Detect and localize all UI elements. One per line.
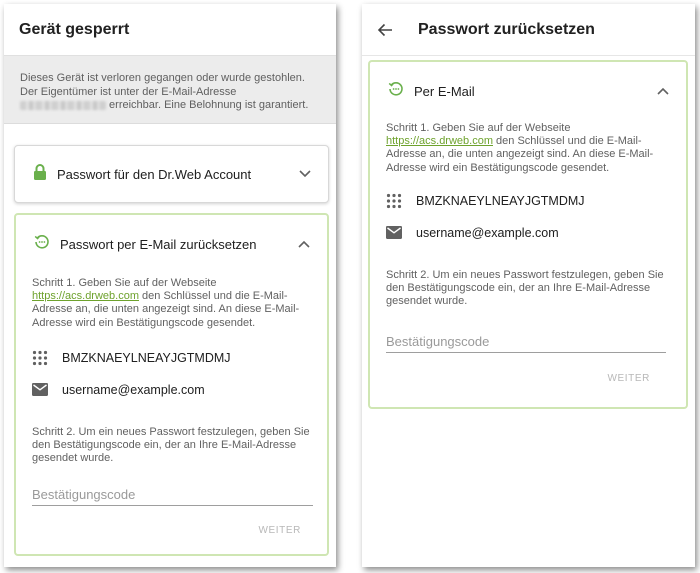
- drweb-link[interactable]: https://acs.drweb.com: [32, 290, 139, 303]
- step-1-suffix: den Schlüssel und die E-Mail-Adresse an, die unten angezeigt sind. An diese E-Mail-Adresse wird ein Bestätigungscode gesendet.: [32, 290, 300, 329]
- account-password-label: Passwort für den Dr.Web Account: [57, 166, 252, 182]
- app-bar: [362, 4, 695, 56]
- step-2-text: Schritt 2. Um ein neues Passwort festzulegen, geben Sie den Bestätigungscode ein, der an Ihre E-Mail-Adresse gesendet wurde.: [386, 268, 664, 308]
- lost-device-banner: [4, 56, 336, 124]
- email-reset-card: [14, 213, 329, 556]
- lock-icon: [33, 164, 47, 185]
- locked-device-screen: [4, 4, 336, 567]
- next-button[interactable]: WEITER: [258, 525, 301, 536]
- page-title: Passwort zurücksetzen: [418, 20, 595, 38]
- step-1-prefix: Schritt 1. Geben Sie auf der Webseite: [386, 122, 571, 134]
- redacted-email: [20, 101, 106, 110]
- email-reset-header[interactable]: [16, 215, 327, 273]
- email-reset-header[interactable]: [370, 62, 686, 120]
- email-reset-label: Per E-Mail: [414, 83, 475, 99]
- key-row: [16, 342, 327, 374]
- key-value: BMZKNAEYLNEAYJGTMDMJ: [416, 193, 585, 208]
- restore-icon: [388, 81, 404, 102]
- step-1-suffix: den Schlüssel und die E-Mail-Adresse an, die unten angezeigt sind. An diese E-Mail-Adresse wird ein Bestätigungscode gesendet.: [386, 135, 654, 174]
- email-value: username@example.com: [62, 382, 205, 397]
- envelope-icon: [386, 225, 402, 241]
- confirmation-code-input[interactable]: [32, 483, 313, 506]
- password-reset-screen: [362, 4, 695, 567]
- step-1-text: [16, 277, 327, 330]
- chevron-up-icon[interactable]: [654, 82, 672, 100]
- chevron-down-icon[interactable]: [296, 165, 314, 183]
- key-row: [370, 185, 686, 217]
- chevron-up-icon[interactable]: [295, 235, 313, 253]
- email-row: [16, 374, 327, 406]
- step-2-text: Schritt 2. Um ein neues Passwort festzulegen, geben Sie den Bestätigungscode ein, der an Ihre E-Mail-Adresse gesendet wurde.: [32, 425, 310, 465]
- next-button[interactable]: WEITER: [607, 373, 650, 384]
- keypad-icon: [32, 350, 48, 366]
- envelope-icon: [32, 382, 48, 398]
- email-row: [370, 217, 686, 249]
- drweb-link[interactable]: https://acs.drweb.com: [386, 135, 493, 148]
- email-value: username@example.com: [416, 225, 559, 240]
- restore-icon: [34, 234, 50, 255]
- step-1-text: [370, 122, 686, 175]
- keypad-icon: [386, 193, 402, 209]
- confirmation-code-input[interactable]: [386, 330, 666, 353]
- back-arrow-icon[interactable]: [362, 4, 408, 56]
- step-1-prefix: Schritt 1. Geben Sie auf der Webseite: [32, 277, 217, 289]
- page-title: Gerät gesperrt: [19, 20, 130, 38]
- key-value: BMZKNAEYLNEAYJGTMDMJ: [62, 350, 231, 365]
- account-password-header[interactable]: [15, 146, 328, 202]
- app-bar: [4, 4, 336, 56]
- email-reset-label: Passwort per E-Mail zurücksetzen: [60, 236, 257, 252]
- email-reset-card: [368, 60, 688, 409]
- account-password-card[interactable]: [14, 145, 329, 203]
- banner-text-end: erreichbar. Eine Belohnung ist garantiert.: [106, 99, 309, 111]
- banner-text: Dieses Gerät ist verloren gegangen oder wurde gestohlen. Der Eigentümer ist unter der E-Mail-Adresse: [20, 72, 305, 98]
